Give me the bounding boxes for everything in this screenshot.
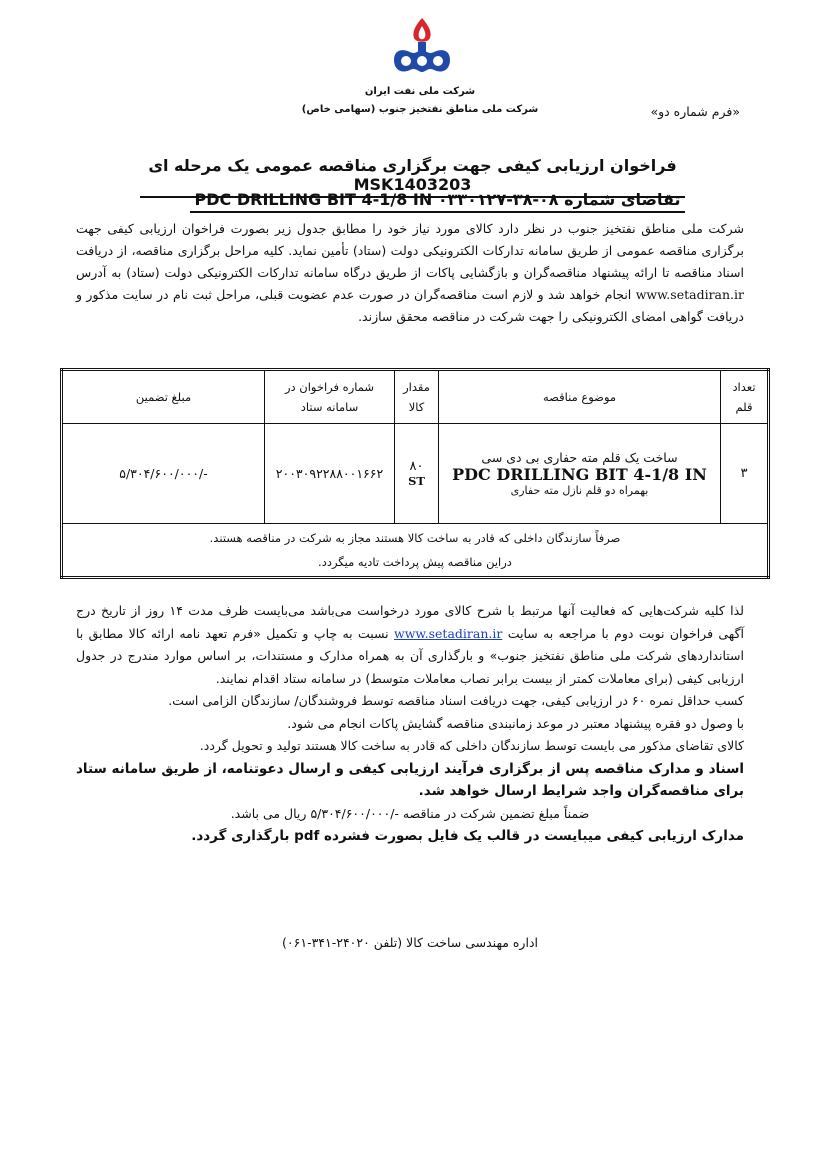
tender-table (60, 368, 770, 579)
conditions-paragraph-5: اسناد و مدارک مناقصه پس از برگزاری فرآیند ارزیابی کیفی و ارسال دعوتنامه، از طریق سامانه ستاد برای مناقصه‌گران واجد شرایط ارسال خواهد شد. (76, 760, 744, 799)
cell-guarantee: -/۵/۳۰۴/۶۰۰/۰۰۰ (62, 424, 265, 524)
cell-subject (439, 424, 721, 524)
setad-link[interactable]: www.setadiran.ir (394, 625, 503, 641)
company-name: شرکت ملی نفت ایران (364, 86, 476, 97)
table-header-row (62, 370, 769, 424)
conditions-section (76, 600, 744, 848)
intro-text-1: شرکت ملی مناطق نفتخیز جنوب در نظر دارد کالای مورد نیاز خود را مطابق جدول زیر بصورت فراخوان ارزیابی کیفی جهت برگزاری مناقصه عمومی از طریق سامانه تدارکات الکترونیکی دولت (ستاد) تأمین نماید. کلیه مراحل برگزاری مناقصه، از دریافت اسناد مناقصه تا ارائه پیشنهاد مناقصه‌گران و بازگشایی پاکات از طریق درگاه سامانه تدارکات الکترونیکی دولت (ستاد) به آدرس (76, 221, 744, 280)
form-number: «فرم شماره دو» (650, 104, 740, 119)
conditions-paragraph-4: کالای تقاضای مذکور می بایست توسط سازندگان داخلی که قادر به ساخت کالا هستند تولید و تحویل گردد. (199, 738, 744, 753)
setad-url[interactable]: www.setadiran.ir (635, 287, 744, 302)
conditions-paragraph-6: ضمناً مبلغ تضمین شرکت در مناقصه -/۵/۳۰۴/۶۰۰/۰۰۰ ریال می باشد. (230, 805, 590, 821)
subject-line-2: PDC DRILLING BIT 4-1/8 IN (452, 465, 707, 484)
cell-quantity (395, 424, 439, 524)
conditions-text-1a: لذا کلیه شرکت‌هایی که فعالیت آنها مرتبط با شرح کالای مورد درخواست می‌باشد می‌بایست ظرف مدت ۱۴ روز از تاریخ درج آگهی فراخوان نوبت دوم با مراجعه به سایت (76, 603, 744, 641)
subject-line-1: ساخت یک قلم مته حفاری بی دی سی (481, 450, 678, 465)
cell-setad-number: ۲۰۰۳۰۹۲۲۸۸۰۰۱۶۶۲ (265, 424, 395, 524)
conditions-text-1b: نسبت به چاپ و تکمیل «فرم تعهد نامه ارائه کالا مطابق با استانداردهای شرکت ملی مناطق نفتخیز جنوب» و بارگذاری آن به همراه مدارک و مستندات، بر اساس موارد مندرج در جدول ارزیابی کیفی (برای معاملات کمتر از بیست برابر نصاب معاملات متوسط) در سامانه ستاد اقدام نمایند. (76, 625, 744, 686)
note-line-2: دراین مناقصه پیش پرداخت تاديه میگردد. (318, 555, 512, 569)
header-quantity: مقدار کالا (395, 370, 439, 424)
table-notes-row (62, 524, 769, 578)
conditions-paragraph-2: کسب حداقل نمره ۶۰ در ارزیابی کیفی، جهت دریافت اسناد مناقصه توسط فروشندگان/ سازندگان الزامی است. (168, 693, 744, 708)
conditions-paragraph-7: مدارک ارزیابی کیفی میبایست در قالب یک فایل بصورت فشرده pdf بارگذاری گردد. (191, 828, 744, 844)
header-guarantee: مبلغ تضمین (62, 370, 265, 424)
nioc-logo-icon (388, 16, 456, 78)
header-subject: موضوع مناقصه (439, 370, 721, 424)
cell-count: ۳ (721, 424, 769, 524)
page-title: فراخوان ارزیابی کیفی جهت برگزاری مناقصه عمومی یک مرحله ای MSK1403203 (140, 156, 685, 198)
conditions-paragraph-3: با وصول دو فقره پیشنهاد معتبر در موعد زمانبندی مناقصه گشایش پاکات انجام می شود. (287, 715, 744, 731)
header-setad-number: شماره فراخوان در سامانه ستاد (265, 370, 395, 424)
request-title: تقاضای شماره ۰۸-۳۸-۰۳۳۰۱۲۷ PDC DRILLING BIT 4-1/8 IN (190, 190, 685, 213)
conditions-paragraph-1 (76, 600, 744, 690)
cell-notes (62, 524, 769, 578)
quantity-value: ۸۰ (409, 459, 424, 474)
intro-text-2: انجام خواهد شد و لازم است مناقصه‌گران در صورت عدم عضویت قبلی، مراحل ثبت نام در سایت مذکور و دریافت گواهی امضای الکترونیکی را جهت شرکت در مناقصه محقق سازند. (76, 287, 744, 324)
note-line-1: صرفاً سازندگان داخلی که قادر به ساخت کالا هستند مجاز به شرکت در مناقصه هستند. (209, 531, 621, 545)
header-count: تعداد قلم (721, 370, 769, 424)
table-row (62, 424, 769, 524)
quantity-unit: ST (408, 474, 425, 488)
subsidiary-name: شرکت ملی مناطق نفتخیز جنوب (سهامی خاص) (301, 104, 539, 115)
subject-line-3: بهمراه دو قلم نازل مته حفاری (510, 484, 649, 497)
footer-contact: اداره مهندسی ساخت کالا (تلفن ۲۴۰۲۰-۳۴۱-۰۶۱) (282, 935, 538, 950)
intro-paragraph (76, 218, 744, 328)
